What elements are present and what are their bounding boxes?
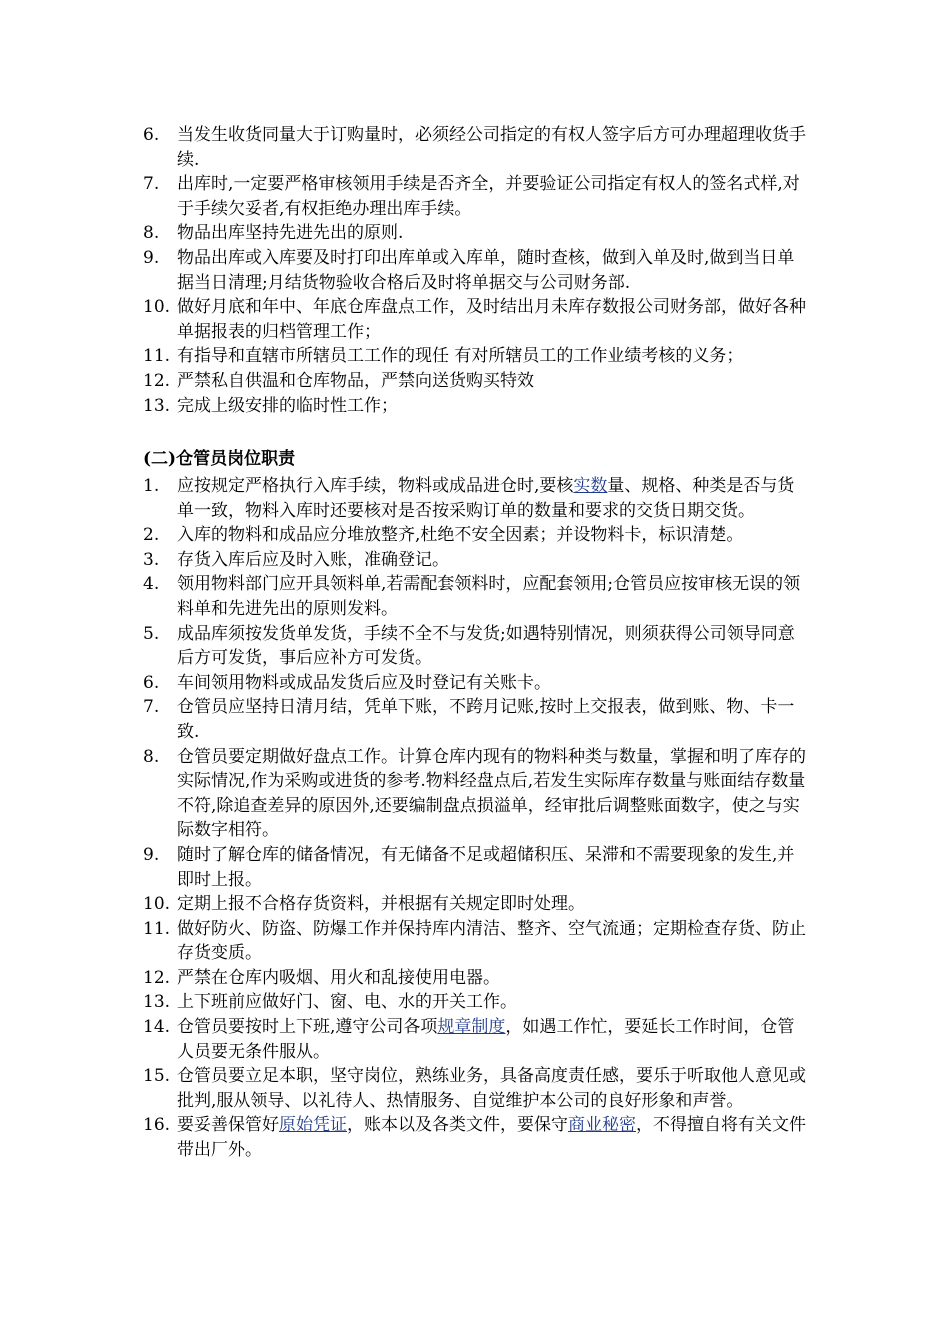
item-number: 11. [143,918,171,939]
list-item [143,295,808,344]
section-heading: (二)仓管员岗位职责 [143,449,296,469]
item-number: 9. [143,247,160,268]
list-item [143,917,808,966]
duty-list-warehouse-keeper [143,474,808,1163]
list-item [143,671,808,696]
item-number: 15. [143,1066,171,1087]
list-item [143,221,808,246]
item-text: 要妥善保管好 [177,1115,279,1136]
item-text: 随时了解仓库的储备情况，有无储备不足或超储积压、呆滞和不需要现象的发生,并即时上报。 [177,844,795,890]
item-text: 物品出库坚持先进先出的原则. [177,223,404,244]
link-trade-secrets[interactable]: 商业秘密 [568,1115,636,1136]
item-text: 当发生收货同量大于订购量时，必须经公司指定的有权人签字后方可办理超理收货手续. [177,125,806,170]
item-number: 16. [143,1115,171,1136]
item-number: 10. [143,894,171,915]
item-number: 2. [143,525,160,546]
item-text: 存货入库后应及时入账，准确登记。 [177,549,449,570]
duty-list-warehouse-supervisor [143,123,808,418]
item-text: 做好月底和年中、年底仓库盘点工作，及时结出月未库存数报公司财务部，做好各种单据报表的归档管理工作； [177,297,806,342]
list-item [143,394,808,419]
item-number: 13. [143,395,171,416]
item-text: 物品出库或入库要及时打印出库单或入库单，随时查核，做到入单及时,做到当日单据当日清理;月结货物验收合格后及时将单据交与公司财务部. [177,247,795,293]
list-item [143,1113,808,1162]
item-number: 14. [143,1017,171,1038]
item-number: 7. [143,697,160,718]
item-number: 13. [143,992,171,1013]
link-original-vouchers[interactable]: 原始凭证 [279,1115,347,1136]
item-text: 做好防火、防盗、防爆工作并保持库内清洁、整齐、空气流通；定期检查存货、防止存货变质。 [177,918,806,964]
item-number: 10. [143,297,171,318]
item-number: 7. [143,174,160,195]
item-number: 11. [143,346,171,367]
list-item [143,369,808,394]
item-number: 6. [143,672,160,693]
link-rules-regulations[interactable]: 规章制度 [437,1017,506,1038]
item-number: 1. [143,476,160,496]
list-item [143,966,808,991]
item-number: 8. [143,746,160,767]
item-text: ，不得擅自将有关文件带出厂外。 [177,1115,806,1161]
list-item [143,745,808,843]
list-item [143,1015,808,1064]
item-text: 应按规定严格执行入库手续，物料或成品进仓时,要核 [177,476,574,496]
item-number: 3. [143,549,160,570]
item-number: 9. [143,844,160,865]
list-item [143,622,808,671]
item-text: 领用物料部门应开具领料单,若需配套领料时，应配套领用;仓管员应按审核无误的领料单和先进先出的原则发料。 [177,574,801,619]
item-text: 仓管员要立足本职，坚守岗位，熟练业务，具备高度责任感，要乐于听取他人意见或批判,服从领导、以礼待人、热情服务、自觉维护本公司的良好形象和声誉。 [177,1066,806,1111]
list-item [143,695,808,744]
list-item [143,523,808,548]
item-text: 仓管员要按时上下班,遵守公司各项 [177,1017,438,1038]
list-item [143,990,808,1015]
item-text: ，账本以及各类文件，要保守 [347,1115,568,1136]
list-item [143,548,808,573]
list-item [143,474,808,523]
list-item [143,172,808,221]
item-text: 量、规格、种类是否与货单一致，物料入库时还要核对是否按采购订单的数量和要求的交货日期交货。 [177,476,795,521]
link-actual-quantity[interactable]: 实数 [573,476,608,496]
item-text: 有指导和直辖市所辖员工工作的现任 有对所辖员工的工作业绩考核的义务； [177,346,744,367]
item-text: 成品库须按发货单发货，手续不全不与发货;如遇特别情况，则须获得公司领导同意后方可发货，事后应补方可发货。 [177,623,795,669]
item-text: 车间领用物料或成品发货后应及时登记有关账卡。 [177,672,551,693]
item-number: 4. [143,574,160,595]
list-item [143,246,808,295]
list-item [143,123,808,172]
item-text: 出库时,一定要严格审核领用手续是否齐全，并要验证公司指定有权人的签名式样,对于手续欠妥者,有权拒绝办理出库手续。 [177,174,800,219]
item-number: 12. [143,370,171,391]
item-text: 仓管员要定期做好盘点工作。计算仓库内现有的物料种类与数量，掌握和明了库存的实际情况,作为采购或进货的参考.物料经盘点后,若发生实际库存数量与账面结存数量不符,除追查差异的原因外,还要编制盘点损溢单，经审批后调整账面数字，使之与实际数字相符。 [177,746,806,841]
item-text: 完成上级安排的临时性工作； [177,395,398,416]
list-item [143,572,808,621]
item-text: 严禁在仓库内吸烟、用火和乱接使用电器。 [177,967,500,988]
item-number: 12. [143,967,171,988]
item-number: 8. [143,223,160,244]
item-text: 严禁私自供温和仓库物品，严禁向送货购买特效 [177,370,534,391]
item-number: 6. [143,125,160,145]
item-text: 仓管员应坚持日清月结，凭单下账，不跨月记账,按时上交报表，做到账、物、卡一致. [177,697,795,742]
item-text: 定期上报不合格存货资料，并根据有关规定即时处理。 [177,894,585,915]
item-number: 5. [143,623,160,644]
item-text: ，如遇工作忙，要延长工作时间，仓管人员要无条件服从。 [177,1017,795,1062]
item-text: 上下班前应做好门、窗、电、水的开关工作。 [177,992,517,1013]
list-item [143,1064,808,1113]
item-text: 入库的物料和成品应分堆放整齐,杜绝不安全因素；并设物料卡，标识清楚。 [177,525,744,546]
list-item [143,892,808,917]
list-item [143,843,808,892]
list-item [143,344,808,369]
